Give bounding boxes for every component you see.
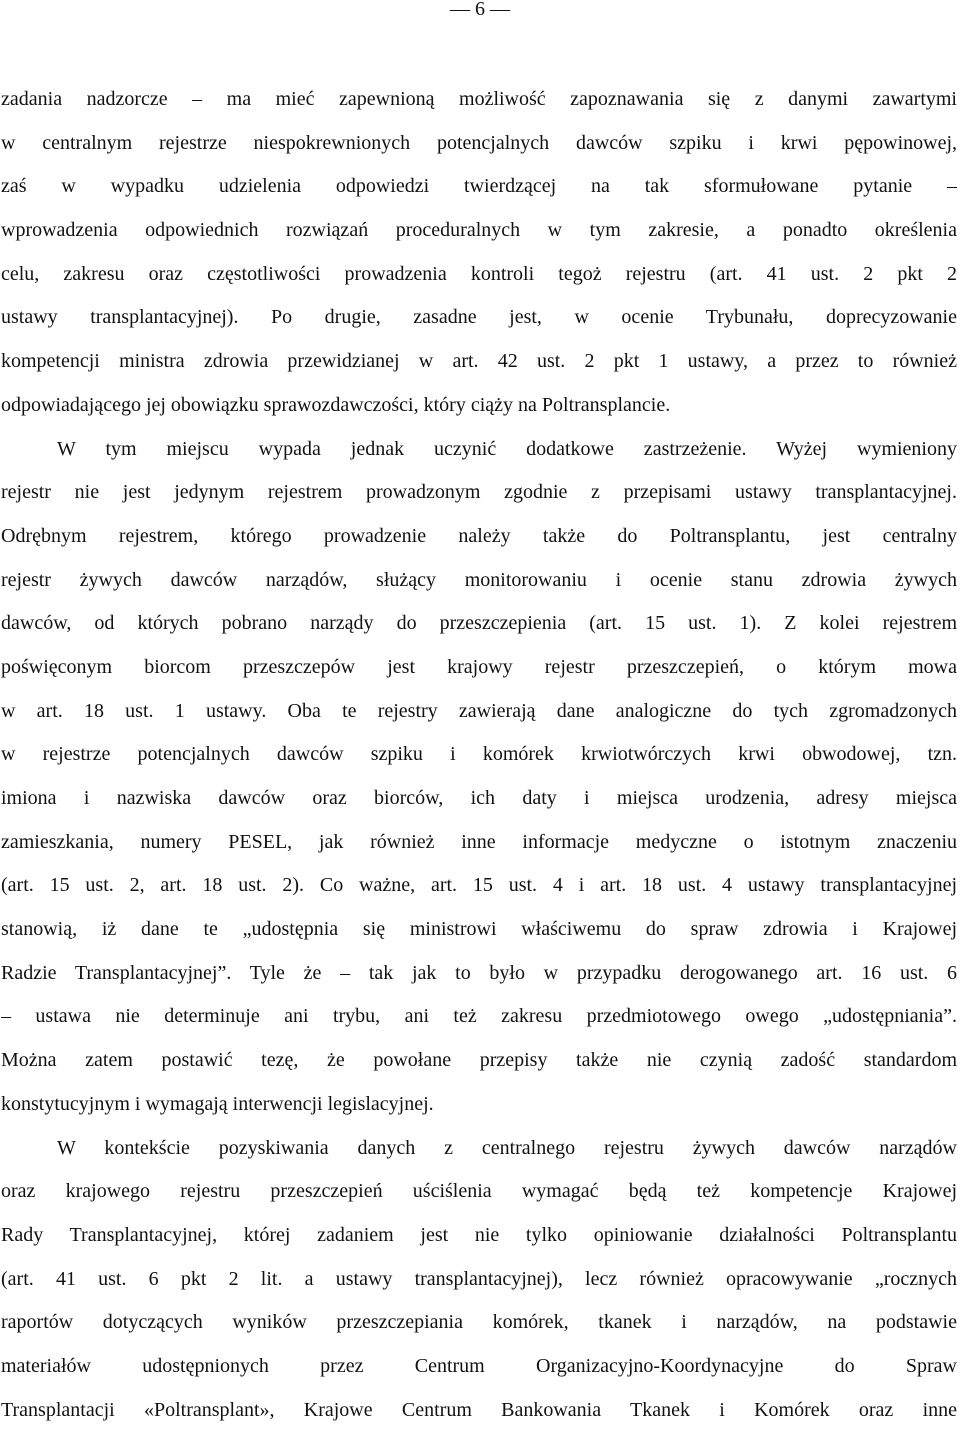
text-line: wprowadzenia odpowiednich rozwiązań proceduralnych w tym zakresie, a ponadto określenia	[1, 219, 957, 242]
text-line: Odrębnym rejestrem, którego prowadzenie należy także do Poltransplantu, jest centralny	[1, 524, 957, 547]
text-line: w rejestrze potencjalnych dawców szpiku i komórek krwiotwórczych krwi obwodowej, tzn.	[1, 743, 957, 766]
text-line: – ustawa nie determinuje ani trybu, ani też zakresu przedmiotowego owego „udostępniania”.	[1, 1005, 957, 1028]
text-line: rejestr żywych dawców narządów, służący monitorowaniu i ocenie stanu zdrowia żywych	[1, 568, 957, 591]
text-line: (art. 41 ust. 6 pkt 2 lit. a ustawy transplantacyjnej), lecz również opracowywanie „rocznych	[1, 1267, 957, 1290]
text-line: materiałów udostępnionych przez Centrum Organizacyjno-Koordynacyjne do Spraw	[1, 1354, 957, 1377]
text-line: ustawy transplantacyjnej). Po drugie, zasadne jest, w ocenie Trybunału, doprecyzowanie	[1, 306, 957, 329]
text-line: Można zatem postawić tezę, że powołane przepisy także nie czynią zadość standardom	[1, 1049, 957, 1072]
page-number: — 6 —	[450, 0, 510, 20]
text-line: Radzie Transplantacyjnej”. Tyle że – tak jak to było w przypadku derogowanego art. 16 ust. 6	[1, 961, 957, 984]
text-line: W kontekście pozyskiwania danych z centralnego rejestru żywych dawców narządów	[57, 1136, 957, 1159]
text-line: (art. 15 ust. 2, art. 18 ust. 2). Co ważne, art. 15 ust. 4 i art. 18 ust. 4 ustawy transplantacyjnej	[1, 874, 957, 897]
text-line: zamieszkania, numery PESEL, jak również inne informacje medyczne o istotnym znaczeniu	[1, 830, 957, 853]
text-line: w art. 18 ust. 1 ustawy. Oba te rejestry zawierają dane analogiczne do tych zgromadzonych	[1, 699, 957, 722]
text-line: oraz krajowego rejestru przeszczepień uściślenia wymagać będą też kompetencje Krajowej	[1, 1180, 957, 1203]
text-line: rejestr nie jest jedynym rejestrem prowadzonym zgodnie z przepisami ustawy transplantacyjnej.	[1, 481, 957, 504]
text-line: dawców, od których pobrano narządy do przeszczepienia (art. 15 ust. 1). Z kolei rejestrem	[1, 612, 957, 635]
paragraph-3	[1, 1127, 957, 1433]
text-line: konstytucyjnym i wymagają interwencji legislacyjnej.	[1, 1092, 434, 1115]
text-line: zadania nadzorcze – ma mieć zapewnioną możliwość zapoznawania się z danymi zawartymi	[1, 88, 957, 110]
paragraph-1	[1, 78, 957, 428]
text-line: w centralnym rejestrze niespokrewnionych potencjalnych dawców szpiku i krwi pępowinowej,	[1, 131, 957, 154]
text-line: odpowiadającego jej obowiązku sprawozdawczości, który ciąży na Poltransplancie.	[1, 393, 671, 416]
text-line: kompetencji ministra zdrowia przewidzianej w art. 42 ust. 2 pkt 1 ustawy, a przez to również	[1, 350, 957, 373]
text-line: W tym miejscu wypada jednak uczynić dodatkowe zastrzeżenie. Wyżej wymieniony	[57, 437, 957, 460]
document-body	[1, 78, 957, 1432]
text-line: imiona i nazwiska dawców oraz biorców, ich daty i miejsca urodzenia, adresy miejsca	[1, 787, 957, 809]
paragraph-2	[1, 428, 957, 1127]
text-line: stanowią, iż dane te „udostępnia się ministrowi właściwemu do spraw zdrowia i Krajowej	[1, 918, 957, 941]
text-line: Transplantacji «Poltransplant», Krajowe Centrum Bankowania Tkanek i Komórek oraz inne	[1, 1398, 957, 1421]
text-line: celu, zakresu oraz częstotliwości prowadzenia kontroli tegoż rejestru (art. 41 ust. 2 pkt 2	[1, 262, 957, 285]
text-line: raportów dotyczących wyników przeszczepiania komórek, tkanek i narządów, na podstawie	[1, 1311, 957, 1334]
text-line: poświęconym biorcom przeszczepów jest krajowy rejestr przeszczepień, o którym mowa	[1, 655, 957, 678]
text-line: Rady Transplantacyjnej, której zadaniem jest nie tylko opiniowanie działalności Poltransplantu	[1, 1223, 957, 1246]
text-line: zaś w wypadku udzielenia odpowiedzi twierdzącej na tak sformułowane pytanie –	[1, 175, 957, 198]
